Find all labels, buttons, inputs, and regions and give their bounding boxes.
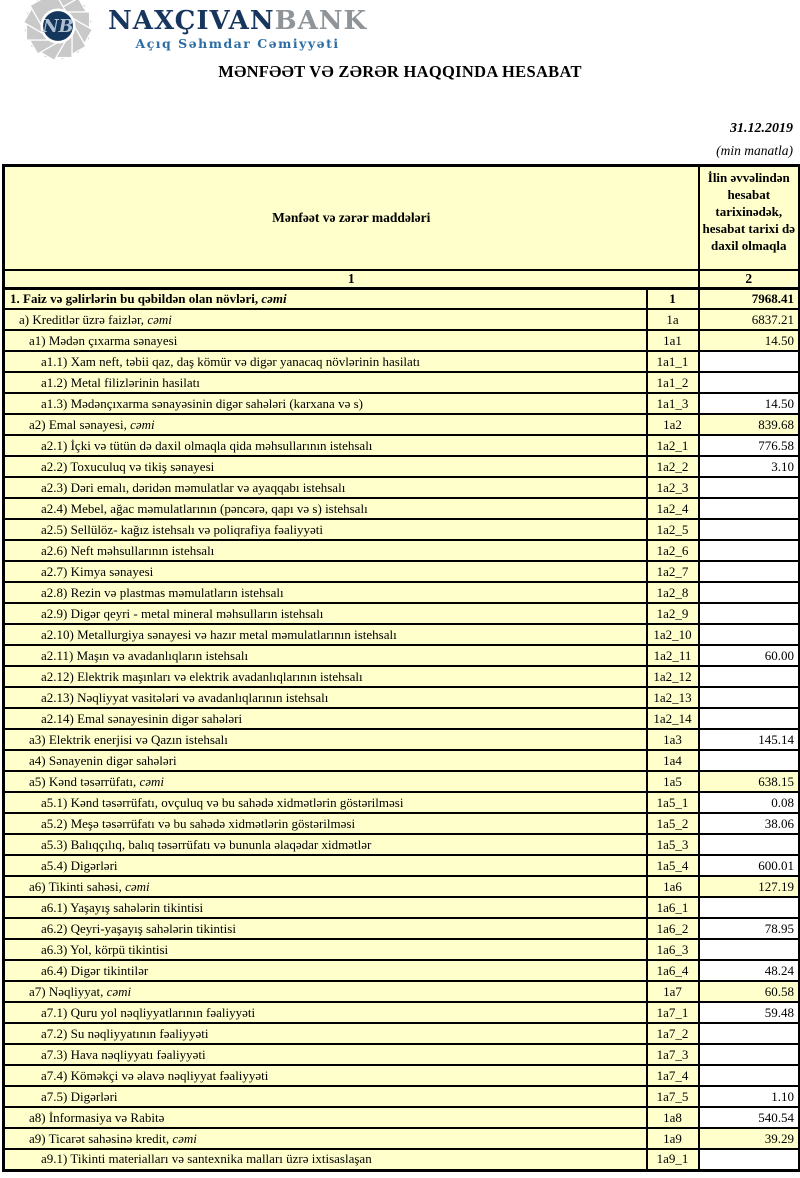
- row-label-cell: [4, 918, 647, 939]
- row-code: 1a2_11: [647, 645, 699, 666]
- row-code: 1a7_2: [647, 1023, 699, 1044]
- row-code: 1a5_1: [647, 792, 699, 813]
- row-code: 1a9_1: [647, 1149, 699, 1170]
- row-label: 1. Faiz və gəlirlərin bu qəbildən olan növləri,: [10, 290, 262, 306]
- row-value: [699, 1044, 800, 1065]
- row-code: 1a7_5: [647, 1086, 699, 1107]
- table-row: [4, 414, 800, 435]
- row-value: 638.15: [699, 771, 800, 792]
- row-label-cell: [4, 477, 647, 498]
- report-date: 31.12.2019: [730, 121, 793, 136]
- row-label-italic: cəmi: [139, 773, 164, 789]
- row-code: 1a2_7: [647, 561, 699, 582]
- row-label: a2.6) Neft məhsullarının istehsalı: [41, 542, 215, 558]
- row-value: [699, 666, 800, 687]
- row-label-cell: [4, 645, 647, 666]
- row-label-cell: [4, 435, 647, 456]
- table-row: [4, 1023, 800, 1044]
- row-label: a1) Mədən çıxarma sənayesi: [29, 332, 178, 348]
- row-code: 1a1: [647, 330, 699, 351]
- row-label-cell: [4, 1065, 647, 1086]
- row-code: 1a5_4: [647, 855, 699, 876]
- row-value: 600.01: [699, 855, 800, 876]
- row-code: 1a2_1: [647, 435, 699, 456]
- report-table-body: [4, 288, 800, 1170]
- row-label-cell: [4, 330, 647, 351]
- row-label: a2.9) Digər qeyri - metal mineral məhsulların istehsalı: [41, 605, 324, 621]
- table-row: [4, 1065, 800, 1086]
- row-label-cell: [4, 1002, 647, 1023]
- row-value: [699, 561, 800, 582]
- row-code: 1a2_9: [647, 603, 699, 624]
- row-label-cell: [4, 855, 647, 876]
- row-code: 1a3: [647, 729, 699, 750]
- row-label: a) Kreditlər üzrə faizlər,: [19, 311, 148, 327]
- row-code: 1: [647, 288, 699, 309]
- table-row: [4, 1002, 800, 1023]
- row-value: [699, 351, 800, 372]
- row-label-cell: [4, 729, 647, 750]
- row-label: a9) Ticarət sahəsinə kredit,: [29, 1130, 173, 1146]
- table-row: [4, 687, 800, 708]
- table-row: [4, 456, 800, 477]
- table-row: [4, 540, 800, 561]
- row-value: 776.58: [699, 435, 800, 456]
- row-code: 1a6_4: [647, 960, 699, 981]
- row-label: a5.1) Kənd təsərrüfatı, ovçuluq və bu sahədə xidmətlərin göstərilməsi: [41, 794, 404, 810]
- row-label-cell: [4, 603, 647, 624]
- row-code: 1a1_3: [647, 393, 699, 414]
- row-label: a7.1) Quru yol nəqliyyatlarının fəaliyyəti: [41, 1004, 256, 1020]
- table-row: [4, 477, 800, 498]
- column-index-items: 1: [4, 270, 699, 289]
- row-label-cell: [4, 393, 647, 414]
- row-value: [699, 372, 800, 393]
- row-value: 145.14: [699, 729, 800, 750]
- table-row: [4, 288, 800, 309]
- row-label-cell: [4, 414, 647, 435]
- row-value: [699, 582, 800, 603]
- row-label: a6.3) Yol, körpü tikintisi: [41, 941, 169, 957]
- row-label-italic: cəmi: [130, 416, 155, 432]
- table-header-row: [4, 166, 800, 270]
- bank-wordmark: [108, 8, 367, 51]
- row-label: a1.3) Mədənçıxarma sənayəsinin digər sahələri (karxana və s): [41, 395, 363, 411]
- row-label: a6.2) Qeyri-yaşayış sahələrin tikintisi: [41, 920, 236, 936]
- bank-emblem-icon: [14, 0, 102, 62]
- row-value: 1.10: [699, 1086, 800, 1107]
- row-value: [699, 708, 800, 729]
- table-row: [4, 561, 800, 582]
- table-row: [4, 918, 800, 939]
- row-label: a4) Sənayenin digər sahələri: [29, 752, 177, 768]
- table-row: [4, 855, 800, 876]
- row-value: 60.00: [699, 645, 800, 666]
- row-value: [699, 477, 800, 498]
- row-label-italic: cəmi: [172, 1130, 197, 1146]
- row-code: 1a6: [647, 876, 699, 897]
- row-label-cell: [4, 834, 647, 855]
- report-title: MƏNFƏƏT VƏ ZƏRƏR HAQQINDA HESABAT: [218, 62, 582, 81]
- table-row: [4, 624, 800, 645]
- row-value: [699, 603, 800, 624]
- row-label-cell: [4, 1107, 647, 1128]
- table-row: [4, 519, 800, 540]
- row-label-italic: cəmi: [261, 290, 287, 306]
- table-row: [4, 582, 800, 603]
- column-index-value: 2: [699, 270, 800, 289]
- row-label-cell: [4, 1023, 647, 1044]
- row-label-cell: [4, 666, 647, 687]
- row-value: 60.58: [699, 981, 800, 1002]
- row-value: 0.08: [699, 792, 800, 813]
- row-value: 3.10: [699, 456, 800, 477]
- row-label-cell: [4, 687, 647, 708]
- row-value: [699, 1065, 800, 1086]
- row-label-cell: [4, 939, 647, 960]
- brand-name-primary: NAXÇIVAN: [108, 6, 275, 36]
- row-value: [699, 939, 800, 960]
- table-row: [4, 1044, 800, 1065]
- row-label-cell: [4, 351, 647, 372]
- row-code: 1a7_4: [647, 1065, 699, 1086]
- row-code: 1a1_1: [647, 351, 699, 372]
- table-row: [4, 1128, 800, 1149]
- row-label: a2.13) Nəqliyyat vasitələri və avadanlıqlarının istehsalı: [41, 689, 329, 705]
- row-label: a2) Emal sənayesi,: [29, 416, 131, 432]
- row-value: [699, 540, 800, 561]
- row-label: a2.4) Mebel, ağac məmulatlarının (pəncərə, qapı və s) istehsalı: [41, 500, 368, 516]
- row-label-cell: [4, 750, 647, 771]
- row-label-cell: [4, 1149, 647, 1170]
- table-row: [4, 729, 800, 750]
- row-label-cell: [4, 624, 647, 645]
- bank-logo: [14, 0, 367, 62]
- row-label: a7.2) Su nəqliyyatının fəaliyyəti: [41, 1025, 209, 1041]
- row-label-cell: [4, 288, 647, 309]
- row-label-cell: [4, 540, 647, 561]
- row-label: a5) Kənd təsərrüfatı,: [29, 773, 140, 789]
- row-code: 1a7_3: [647, 1044, 699, 1065]
- table-row: [4, 1086, 800, 1107]
- header-items-label: Mənfəət və zərər maddələri: [4, 166, 699, 270]
- table-row: [4, 750, 800, 771]
- row-label: a5.4) Digərləri: [41, 857, 118, 873]
- row-label: a7.4) Köməkçi və əlavə nəqliyyat fəaliyyəti: [41, 1067, 269, 1083]
- row-label: a6.4) Digər tikintilər: [41, 962, 149, 978]
- row-value: 38.06: [699, 813, 800, 834]
- table-row: [4, 498, 800, 519]
- row-label: a3) Elektrik enerjisi və Qazın istehsalı: [29, 731, 228, 747]
- row-label: a2.11) Maşın və avadanlıqların istehsalı: [41, 647, 249, 663]
- row-value: [699, 687, 800, 708]
- row-label: a2.12) Elektrik maşınları və elektrik avadanlıqlarının istehsalı: [41, 668, 363, 684]
- row-label: a2.7) Kimya sənayesi: [41, 563, 154, 579]
- row-label-cell: [4, 498, 647, 519]
- row-label: a2.10) Metallurgiya sənayesi və hazır metal məmulatlarının istehsalı: [41, 626, 397, 642]
- row-label-cell: [4, 456, 647, 477]
- row-code: 1a8: [647, 1107, 699, 1128]
- row-value: 540.54: [699, 1107, 800, 1128]
- row-code: 1a4: [647, 750, 699, 771]
- unit-note: (min manatla): [716, 143, 793, 158]
- column-index-row: [4, 270, 800, 289]
- table-row: [4, 939, 800, 960]
- row-value: 48.24: [699, 960, 800, 981]
- row-label-italic: cəmi: [125, 878, 150, 894]
- row-value: 78.95: [699, 918, 800, 939]
- row-label: a2.3) Dəri emalı, dəridən məmulatlar və ayaqqabı istehsalı: [41, 479, 346, 495]
- row-label-cell: [4, 582, 647, 603]
- row-value: 14.50: [699, 330, 800, 351]
- row-code: 1a5: [647, 771, 699, 792]
- row-label-italic: cəmi: [147, 311, 172, 327]
- row-code: 1a6_3: [647, 939, 699, 960]
- row-code: 1a: [647, 309, 699, 330]
- row-label: a6.1) Yaşayış sahələrin tikintisi: [41, 899, 204, 915]
- row-label-cell: [4, 1044, 647, 1065]
- table-row: [4, 708, 800, 729]
- row-code: 1a5_3: [647, 834, 699, 855]
- row-value: [699, 519, 800, 540]
- table-row: [4, 897, 800, 918]
- row-value: 7968.41: [699, 288, 800, 309]
- row-label: a2.2) Toxuculuq və tikiş sənayesi: [41, 458, 215, 474]
- table-row: [4, 1149, 800, 1170]
- row-label: a2.8) Rezin və plastmas məmulatların istehsalı: [41, 584, 284, 600]
- row-label-italic: cəmi: [106, 983, 132, 999]
- row-value: 59.48: [699, 1002, 800, 1023]
- row-label-cell: [4, 1128, 647, 1149]
- row-label: a2.14) Emal sənayesinin digər sahələri: [41, 710, 243, 726]
- row-code: 1a2_5: [647, 519, 699, 540]
- row-label-cell: [4, 813, 647, 834]
- row-label-cell: [4, 792, 647, 813]
- emblem-initials: NB: [42, 17, 74, 38]
- row-value: [699, 834, 800, 855]
- row-label: a7) Nəqliyyat,: [29, 983, 107, 999]
- table-row: [4, 876, 800, 897]
- row-label-cell: [4, 981, 647, 1002]
- row-code: 1a2_14: [647, 708, 699, 729]
- row-value: [699, 897, 800, 918]
- row-label-cell: [4, 519, 647, 540]
- row-label-cell: [4, 561, 647, 582]
- row-label: a1.2) Metal filizlərinin hasilatı: [41, 374, 200, 390]
- table-row: [4, 372, 800, 393]
- row-value: [699, 1023, 800, 1044]
- row-label: a2.5) Sellülöz- kağız istehsalı və poliqrafiya fəaliyyəti: [41, 521, 323, 537]
- row-value: 39.29: [699, 1128, 800, 1149]
- row-code: 1a2_13: [647, 687, 699, 708]
- row-value: [699, 750, 800, 771]
- row-label-cell: [4, 309, 647, 330]
- row-label: a7.5) Digərləri: [41, 1088, 118, 1104]
- row-label: a9.1) Tikinti materialları və santexnika malları üzrə ixtisaslaşan: [41, 1151, 372, 1167]
- row-label-cell: [4, 708, 647, 729]
- row-code: 1a2_12: [647, 666, 699, 687]
- table-row: [4, 813, 800, 834]
- row-code: 1a6_1: [647, 897, 699, 918]
- row-label-cell: [4, 771, 647, 792]
- row-code: 1a1_2: [647, 372, 699, 393]
- row-value: [699, 624, 800, 645]
- profit-loss-table: [2, 164, 800, 1172]
- table-row: [4, 960, 800, 981]
- row-code: 1a2_3: [647, 477, 699, 498]
- table-row: [4, 771, 800, 792]
- row-label: a2.1) İçki və tütün də daxil olmaqla qida məhsullarının istehsalı: [41, 437, 373, 453]
- row-code: 1a7_1: [647, 1002, 699, 1023]
- row-code: 1a2_4: [647, 498, 699, 519]
- row-label: a7.3) Hava nəqliyyatı fəaliyyəti: [41, 1046, 206, 1062]
- row-label: a1.1) Xam neft, təbii qaz, daş kömür və digər yanacaq növlərinin hasilatı: [41, 353, 421, 369]
- row-label-cell: [4, 1086, 647, 1107]
- row-value: 839.68: [699, 414, 800, 435]
- table-row: [4, 351, 800, 372]
- table-row: [4, 309, 800, 330]
- table-row: [4, 645, 800, 666]
- row-value: 127.19: [699, 876, 800, 897]
- row-code: 1a6_2: [647, 918, 699, 939]
- table-row: [4, 435, 800, 456]
- row-code: 1a7: [647, 981, 699, 1002]
- row-label: a6) Tikinti sahəsi,: [29, 878, 126, 894]
- row-label-cell: [4, 960, 647, 981]
- table-row: [4, 666, 800, 687]
- row-label: a5.2) Meşə təsərrüfatı və bu sahədə xidmətlərin göstərilməsi: [41, 815, 356, 831]
- brand-subtitle: Açıq Səhmdar Cəmiyyəti: [135, 36, 340, 51]
- table-row: [4, 1107, 800, 1128]
- row-value: [699, 498, 800, 519]
- row-code: 1a2_10: [647, 624, 699, 645]
- row-code: 1a2_2: [647, 456, 699, 477]
- row-label-cell: [4, 897, 647, 918]
- row-value: 14.50: [699, 393, 800, 414]
- table-row: [4, 330, 800, 351]
- row-code: 1a5_2: [647, 813, 699, 834]
- row-label-cell: [4, 876, 647, 897]
- table-row: [4, 834, 800, 855]
- row-label-cell: [4, 372, 647, 393]
- row-code: 1a2_6: [647, 540, 699, 561]
- table-row: [4, 603, 800, 624]
- brand-name-secondary: BANK: [274, 6, 368, 36]
- table-row: [4, 792, 800, 813]
- table-row: [4, 393, 800, 414]
- row-code: 1a2_8: [647, 582, 699, 603]
- row-code: 1a9: [647, 1128, 699, 1149]
- row-label: a8) İnformasiya və Rabitə: [29, 1109, 165, 1125]
- row-label: a5.3) Balıqçılıq, balıq təsərrüfatı və bununla əlaqədar xidmətlər: [41, 836, 372, 852]
- row-value: [699, 1149, 800, 1170]
- table-row: [4, 981, 800, 1002]
- row-value: 6837.21: [699, 309, 800, 330]
- header-value-label: İlin əvvəlindən hesabat tarixinədək, hesabat tarixi də daxil olmaqla: [699, 166, 800, 270]
- row-code: 1a2: [647, 414, 699, 435]
